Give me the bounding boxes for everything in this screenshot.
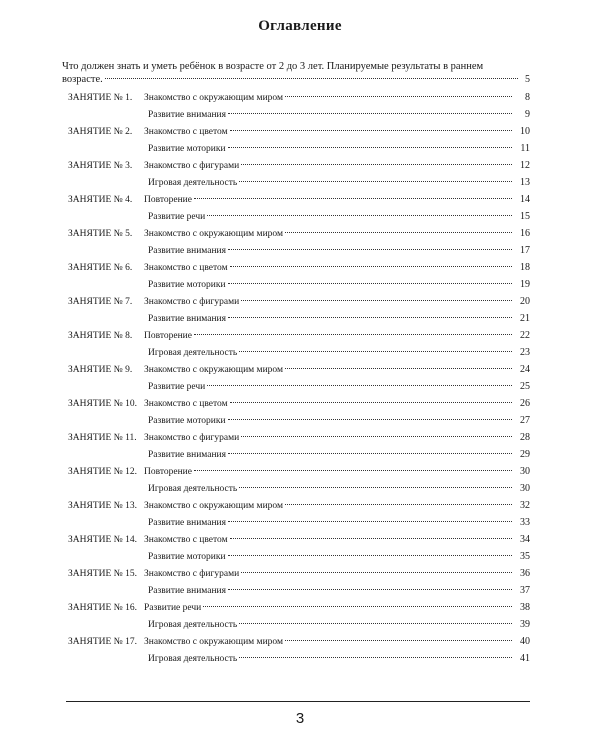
toc-subentry bbox=[0, 619, 600, 636]
leader-dots bbox=[285, 96, 512, 97]
lesson-page: 18 bbox=[520, 262, 530, 273]
leader-dots bbox=[194, 334, 512, 335]
page-title: Оглавление bbox=[258, 18, 342, 34]
subtopic-page: 23 bbox=[520, 347, 530, 358]
lesson-page: 22 bbox=[520, 330, 530, 341]
toc-subentry bbox=[0, 585, 600, 602]
toc-entry bbox=[0, 636, 600, 653]
subtopic-title: Игровая деятельность bbox=[148, 654, 238, 664]
lesson-number: ЗАНЯТИЕ № 16. bbox=[68, 603, 137, 613]
toc-subentry bbox=[0, 415, 600, 432]
lesson-title: Знакомство с окружающим миром bbox=[144, 501, 283, 511]
lesson-number: ЗАНЯТИЕ № 9. bbox=[68, 365, 133, 375]
footer-rule bbox=[66, 701, 530, 702]
subtopic-page: 35 bbox=[520, 551, 530, 562]
leader-dots bbox=[228, 249, 512, 250]
subtopic-page: 29 bbox=[520, 449, 530, 460]
table-of-contents bbox=[0, 92, 600, 670]
subtopic-page: 33 bbox=[520, 517, 530, 528]
toc-entry bbox=[0, 330, 600, 347]
lesson-title: Знакомство с фигурами bbox=[144, 297, 240, 307]
lesson-title: Знакомство с фигурами bbox=[144, 161, 240, 171]
leader-dots bbox=[207, 215, 512, 216]
toc-subentry bbox=[0, 143, 600, 160]
toc-subentry bbox=[0, 483, 600, 500]
subtopic-title: Развитие речи bbox=[148, 212, 206, 222]
intro-page: 5 bbox=[525, 74, 530, 85]
subtopic-page: 15 bbox=[520, 211, 530, 222]
lesson-number: ЗАНЯТИЕ № 8. bbox=[68, 331, 133, 341]
toc-entry bbox=[0, 126, 600, 143]
subtopic-page: 13 bbox=[520, 177, 530, 188]
lesson-page: 14 bbox=[520, 194, 530, 205]
toc-subentry bbox=[0, 177, 600, 194]
lesson-number: ЗАНЯТИЕ № 2. bbox=[68, 127, 133, 137]
lesson-title: Знакомство с цветом bbox=[144, 127, 228, 137]
leader-dots bbox=[241, 300, 512, 301]
lesson-page: 36 bbox=[520, 568, 530, 579]
leader-dots bbox=[230, 266, 512, 267]
toc-entry bbox=[0, 602, 600, 619]
lesson-title: Знакомство с цветом bbox=[144, 399, 228, 409]
lesson-page: 40 bbox=[520, 636, 530, 647]
lesson-page: 34 bbox=[520, 534, 530, 545]
lesson-number: ЗАНЯТИЕ № 6. bbox=[68, 263, 133, 273]
lesson-page: 24 bbox=[520, 364, 530, 375]
leader-dots bbox=[194, 198, 512, 199]
leader-dots bbox=[285, 504, 512, 505]
lesson-page: 32 bbox=[520, 500, 530, 511]
subtopic-title: Игровая деятельность bbox=[148, 178, 238, 188]
toc-subentry bbox=[0, 381, 600, 398]
toc-entry bbox=[0, 466, 600, 483]
leader-dots bbox=[203, 606, 512, 607]
lesson-number: ЗАНЯТИЕ № 13. bbox=[68, 501, 137, 511]
leader-dots bbox=[239, 181, 512, 182]
toc-entry bbox=[0, 432, 600, 449]
lesson-number: ЗАНЯТИЕ № 15. bbox=[68, 569, 137, 579]
toc-entry bbox=[0, 398, 600, 415]
leader-dots bbox=[239, 351, 512, 352]
subtopic-page: 19 bbox=[520, 279, 530, 290]
subtopic-title: Развитие моторики bbox=[148, 144, 226, 154]
intro-line-1: Что должен знать и уметь ребёнок в возрасте от 2 до 3 лет. Планируемые результаты в раннем bbox=[62, 61, 484, 72]
leader-dots bbox=[285, 232, 512, 233]
toc-subentry bbox=[0, 211, 600, 228]
subtopic-title: Развитие внимания bbox=[148, 110, 227, 120]
lesson-number: ЗАНЯТИЕ № 10. bbox=[68, 399, 137, 409]
subtopic-title: Развитие внимания bbox=[148, 586, 227, 596]
lesson-number: ЗАНЯТИЕ № 3. bbox=[68, 161, 133, 171]
subtopic-title: Развитие внимания bbox=[148, 518, 227, 528]
leader-dots bbox=[230, 538, 512, 539]
leader-dots bbox=[285, 368, 512, 369]
lesson-number: ЗАНЯТИЕ № 4. bbox=[68, 195, 133, 205]
lesson-page: 30 bbox=[520, 466, 530, 477]
subtopic-title: Развитие речи bbox=[148, 382, 206, 392]
lesson-number: ЗАНЯТИЕ № 17. bbox=[68, 637, 137, 647]
leader-dots bbox=[228, 555, 512, 556]
subtopic-page: 41 bbox=[520, 653, 530, 664]
subtopic-title: Развитие внимания bbox=[148, 450, 227, 460]
subtopic-title: Игровая деятельность bbox=[148, 348, 238, 358]
leader-dots bbox=[239, 657, 512, 658]
leader-dots bbox=[285, 640, 512, 641]
toc-entry bbox=[0, 500, 600, 517]
toc-subentry bbox=[0, 551, 600, 568]
subtopic-page: 25 bbox=[520, 381, 530, 392]
leader-dots bbox=[207, 385, 512, 386]
lesson-page: 26 bbox=[520, 398, 530, 409]
leader-dots bbox=[105, 78, 518, 79]
lesson-title: Знакомство с окружающим миром bbox=[144, 637, 283, 647]
lesson-page: 16 bbox=[520, 228, 530, 239]
intro-entry bbox=[62, 60, 530, 86]
toc-entry bbox=[0, 262, 600, 279]
leader-dots bbox=[194, 470, 512, 471]
leader-dots bbox=[241, 572, 512, 573]
lesson-title: Развитие речи bbox=[144, 603, 202, 613]
subtopic-title: Развитие моторики bbox=[148, 280, 226, 290]
toc-subentry bbox=[0, 109, 600, 126]
lesson-page: 12 bbox=[520, 160, 530, 171]
leader-dots bbox=[228, 317, 512, 318]
lesson-number: ЗАНЯТИЕ № 1. bbox=[68, 93, 133, 103]
leader-dots bbox=[230, 402, 512, 403]
lesson-title: Знакомство с окружающим миром bbox=[144, 229, 283, 239]
subtopic-page: 9 bbox=[525, 109, 530, 120]
lesson-number: ЗАНЯТИЕ № 11. bbox=[68, 433, 137, 443]
lesson-title: Знакомство с окружающим миром bbox=[144, 93, 283, 103]
leader-dots bbox=[230, 130, 512, 131]
subtopic-title: Игровая деятельность bbox=[148, 484, 238, 494]
subtopic-title: Развитие моторики bbox=[148, 552, 226, 562]
lesson-page: 8 bbox=[525, 92, 530, 103]
toc-entry bbox=[0, 568, 600, 585]
toc-subentry bbox=[0, 245, 600, 262]
leader-dots bbox=[228, 113, 512, 114]
subtopic-title: Развитие моторики bbox=[148, 416, 226, 426]
intro-line-2: возрасте. bbox=[62, 74, 103, 85]
toc-entry bbox=[0, 364, 600, 381]
lesson-page: 20 bbox=[520, 296, 530, 307]
lesson-title: Повторение bbox=[144, 467, 192, 477]
leader-dots bbox=[239, 487, 512, 488]
toc-subentry bbox=[0, 313, 600, 330]
toc-entry bbox=[0, 534, 600, 551]
toc-subentry bbox=[0, 653, 600, 670]
lesson-page: 10 bbox=[520, 126, 530, 137]
leader-dots bbox=[228, 521, 512, 522]
subtopic-page: 27 bbox=[520, 415, 530, 426]
subtopic-page: 30 bbox=[520, 483, 530, 494]
lesson-title: Знакомство с цветом bbox=[144, 535, 228, 545]
leader-dots bbox=[241, 164, 512, 165]
subtopic-page: 17 bbox=[520, 245, 530, 256]
leader-dots bbox=[228, 453, 512, 454]
subtopic-page: 37 bbox=[520, 585, 530, 596]
lesson-page: 38 bbox=[520, 602, 530, 613]
leader-dots bbox=[228, 419, 512, 420]
leader-dots bbox=[228, 147, 512, 148]
leader-dots bbox=[239, 623, 512, 624]
lesson-title: Знакомство с окружающим миром bbox=[144, 365, 283, 375]
toc-entry bbox=[0, 92, 600, 109]
subtopic-title: Игровая деятельность bbox=[148, 620, 238, 630]
lesson-title: Знакомство с цветом bbox=[144, 263, 228, 273]
lesson-page: 28 bbox=[520, 432, 530, 443]
leader-dots bbox=[241, 436, 512, 437]
toc-subentry bbox=[0, 347, 600, 364]
toc-entry bbox=[0, 296, 600, 313]
lesson-title: Знакомство с фигурами bbox=[144, 433, 240, 443]
subtopic-page: 39 bbox=[520, 619, 530, 630]
page-number: 3 bbox=[295, 710, 305, 727]
leader-dots bbox=[228, 283, 512, 284]
lesson-number: ЗАНЯТИЕ № 12. bbox=[68, 467, 137, 477]
toc-subentry bbox=[0, 449, 600, 466]
toc-entry bbox=[0, 194, 600, 211]
lesson-title: Знакомство с фигурами bbox=[144, 569, 240, 579]
subtopic-page: 21 bbox=[520, 313, 530, 324]
subtopic-title: Развитие внимания bbox=[148, 314, 227, 324]
toc-entry bbox=[0, 228, 600, 245]
lesson-number: ЗАНЯТИЕ № 14. bbox=[68, 535, 137, 545]
lesson-number: ЗАНЯТИЕ № 5. bbox=[68, 229, 133, 239]
subtopic-title: Развитие внимания bbox=[148, 246, 227, 256]
toc-subentry bbox=[0, 279, 600, 296]
toc-subentry bbox=[0, 517, 600, 534]
subtopic-page: 11 bbox=[520, 143, 530, 154]
toc-entry bbox=[0, 160, 600, 177]
lesson-number: ЗАНЯТИЕ № 7. bbox=[68, 297, 133, 307]
lesson-title: Повторение bbox=[144, 331, 192, 341]
lesson-title: Повторение bbox=[144, 195, 192, 205]
leader-dots bbox=[228, 589, 512, 590]
